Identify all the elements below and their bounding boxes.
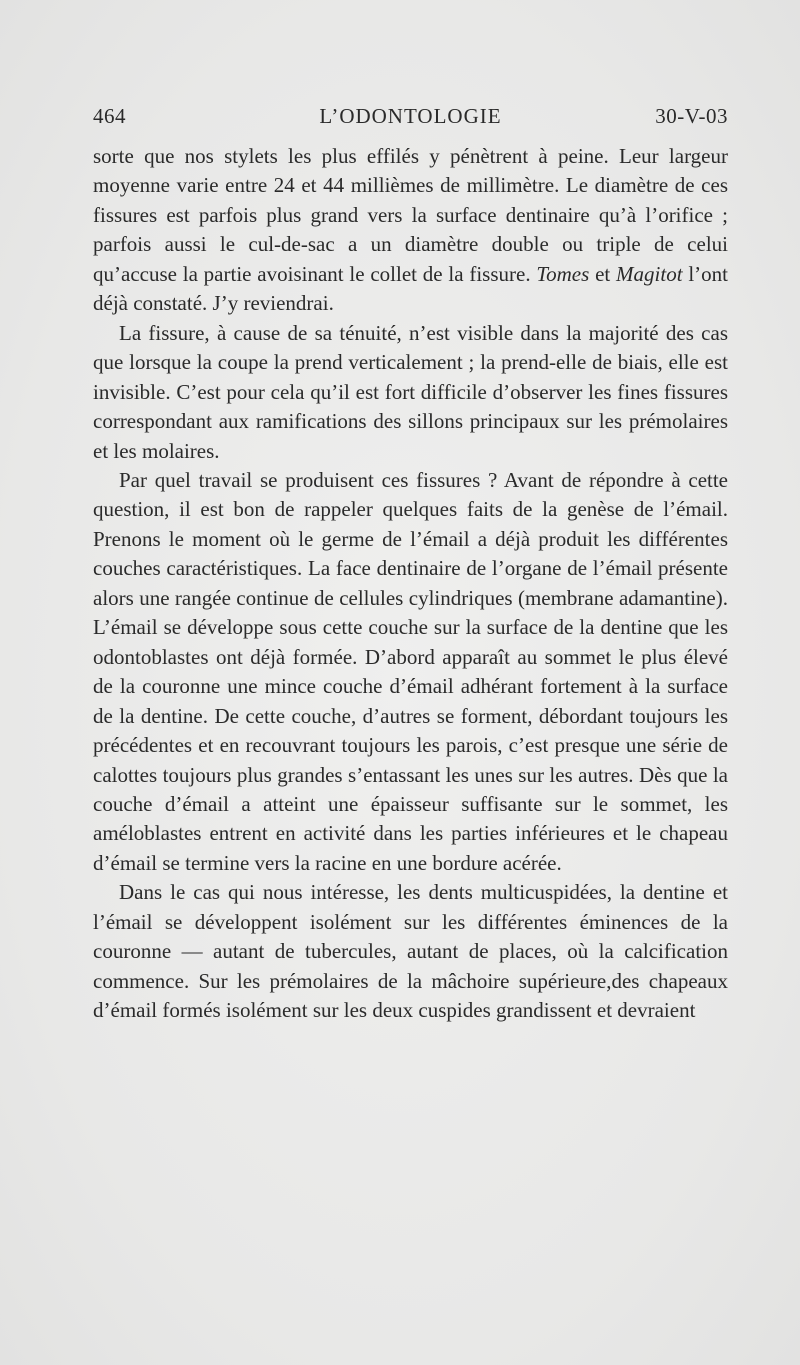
page-number: 464 xyxy=(93,104,126,128)
body-text xyxy=(93,142,728,1026)
running-head xyxy=(93,104,728,134)
journal-title: L’ODONTOLOGIE xyxy=(319,104,502,128)
author-name-tomes: Tomes xyxy=(536,261,590,286)
paragraph-1 xyxy=(93,142,728,319)
issue-date: 30-V-03 xyxy=(655,104,728,128)
paragraph-4: Dans le cas qui nous intéresse, les dents multicuspidées, la dentine et l’émail se développent isolément sur les différentes éminences de la couronne — autant de tubercules, autant de places, où la calcification commence. Sur les prémolaires de la mâchoire supérieure,des chapeaux d’émail formés isolément sur les deux cuspides grandissent et devraient xyxy=(93,880,728,1023)
paragraph-2: La fissure, à cause de sa ténuité, n’est visible dans la majorité des cas que lorsque la coupe la prend verticalement ; la prend-elle de biais, elle est invisible. C’est pour cela qu’il est fort difficile d’observer les fines fissures correspondant aux ramifications des sillons principaux sur les prémolaires et les molaires. xyxy=(93,320,728,463)
paragraph-1-end: l’ont déjà constaté. J’y reviendrai. xyxy=(93,261,729,316)
conjunction: et xyxy=(589,261,617,286)
paragraph-1-text: sorte que nos stylets les plus effilés y pénètrent à peine. Leur largeur moyenne varie entre 24 et 44 millièmes de millimètre. Le diamètre de ces fissures est parfois plus grand vers la surface dentinaire qu’à l’orifice ; parfois aussi le cul-de-sac a un diamètre double ou triple de celui qu’accuse la partie avoisinant le collet de la fissure. xyxy=(93,144,728,286)
paragraph-3: Par quel travail se produisent ces fissures ? Avant de répondre à cette question, il est bon de rappeler quelques faits de la genèse de l’émail. Prenons le moment où le germe de l’émail a déjà produit les différentes couches caractéristiques. La face dentinaire de l’organe de l’émail présente alors une rangée continue de cellules cylindriques (membrane adamantine). L’émail se développe sous cette couche sur la surface de la dentine que les odontoblastes ont déjà formée. D’abord apparaît au sommet le plus élevé de la couronne une mince couche d’émail adhérant fortement à la surface de la dentine. De cette couche, d’autres se forment, débordant toujours les précédentes et en recouvrant toujours les parois, c’est presque une série de calottes toujours plus grandes s’entassant les unes sur les autres. Dès que la couche d’émail a atteint une épaisseur suffisante sur le sommet, les améloblastes entrent en activité dans les parties inférieures et le chapeau d’émail se termine vers la racine en une bordure acérée. xyxy=(93,467,728,875)
author-name-magitot: Magitot xyxy=(616,261,683,286)
